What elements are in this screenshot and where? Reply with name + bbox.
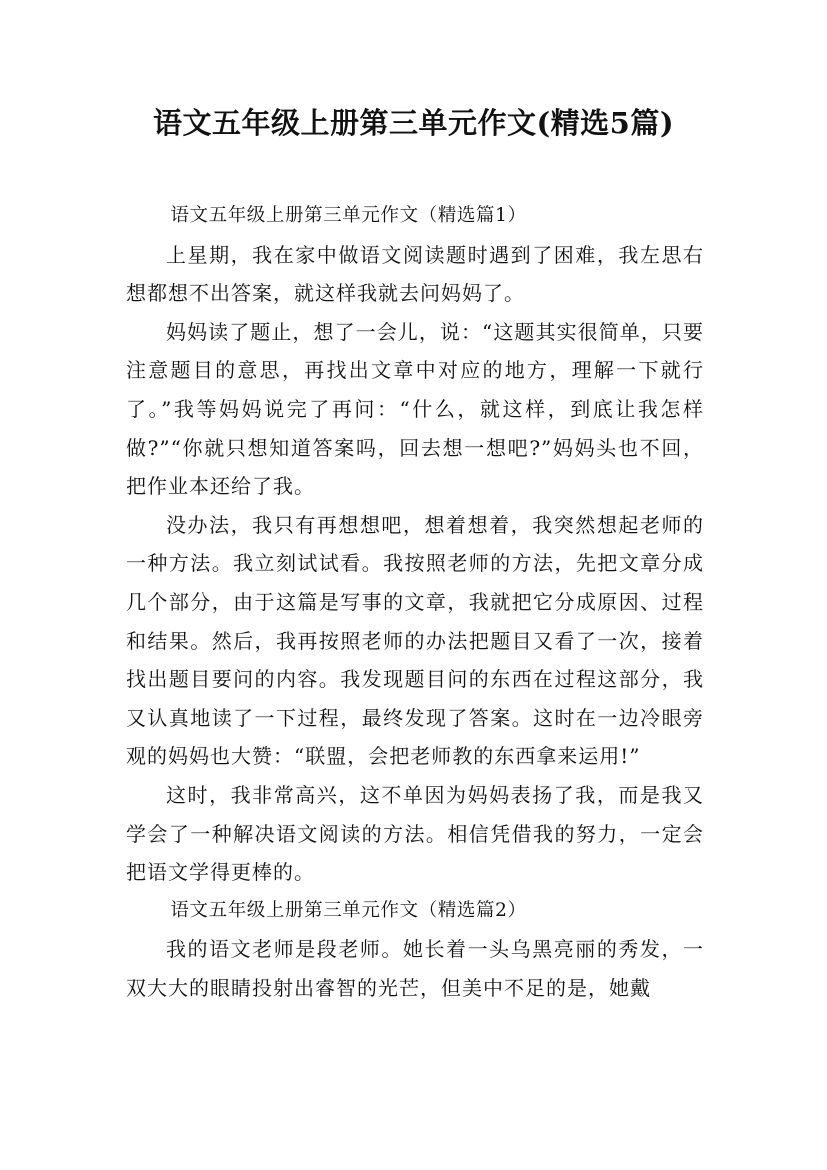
paragraph: 上星期，我在家中做语文阅读题时遇到了困难，我左思右想都想不出答案，就这样我就去问妈妈了。 — [126, 242, 704, 306]
section-heading-1: 语文五年级上册第三单元作文（精选篇1） — [170, 205, 527, 226]
paragraph: 我的语文老师是段老师。她长着一头乌黑亮丽的秀发，一双大大的眼睛投射出睿智的光芒，但美中不足的是，她戴 — [126, 937, 704, 1000]
paragraph: 没办法，我只有再想想吧，想着想着，我突然想起老师的一种方法。我立刻试试看。我按照老师的方法，先把文章分成几个部分，由于这篇是写事的文章，我就把它分成原因、过程和结果。然后，我再按照老师的办法把题目又看了一次，接着找出题目要问的内容。我发现题目问的东西在过程这部分，我又认真地读了一下过程，最终发现了答案。这时在一边冷眼旁观的妈妈也大赞：“联盟，会把老师教的东西拿来运用!” — [126, 512, 704, 769]
document-title: 语文五年级上册第三单元作文(精选5篇) — [152, 106, 675, 140]
section-heading-2: 语文五年级上册第三单元作文（精选篇2） — [170, 899, 527, 921]
document-body — [126, 197, 704, 1007]
paragraph: 这时，我非常高兴，这不单因为妈妈表扬了我，而是我又学会了一种解决语文阅读的方法。相信凭借我的努力，一定会把语文学得更棒的。 — [126, 782, 704, 885]
paragraph: 妈妈读了题止，想了一会儿，说：“这题其实很简单，只要注意题目的意思，再找出文章中对应的地方，理解一下就行了。”我等妈妈说完了再问：“什么，就这样，到底让我怎样做?”“你就只想知道答案吗，回去想一想吧?”妈妈头也不回，把作业本还给了我。 — [126, 319, 704, 499]
